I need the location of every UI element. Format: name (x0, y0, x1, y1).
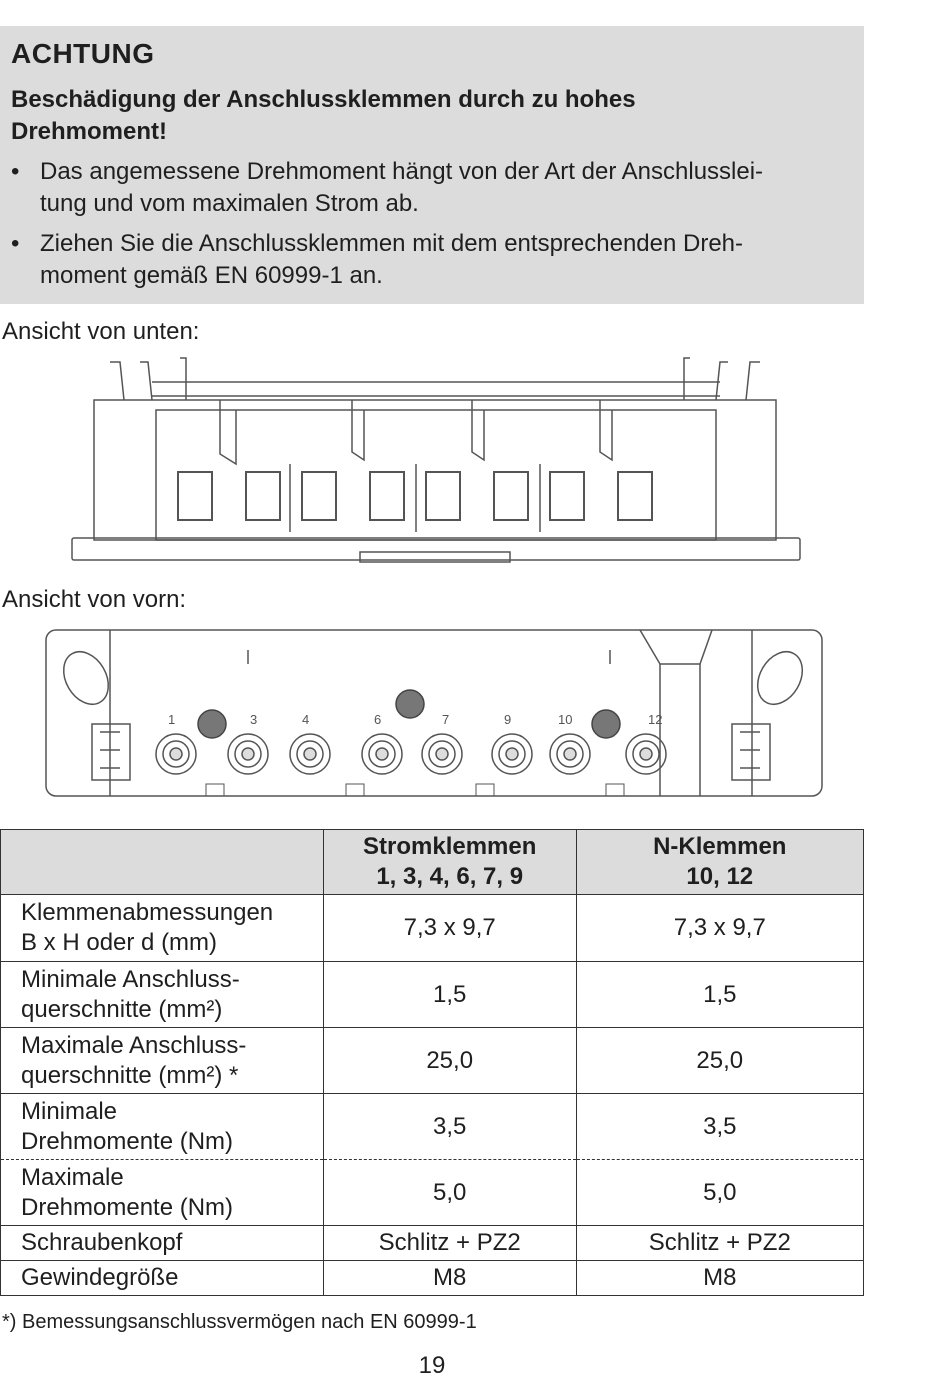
label-line: Drehmomente (Nm) (21, 1193, 234, 1221)
row-label (1, 1160, 324, 1226)
page-number: 19 (418, 1352, 446, 1379)
table-cell: Schlitz + PZ2 (323, 1226, 576, 1261)
row-label (1, 962, 324, 1028)
table-cell: 7,3 x 9,7 (576, 895, 863, 962)
label-line: querschnitte (mm²) (21, 995, 223, 1023)
header-line: Stromklemmen (363, 833, 537, 860)
table-row (1, 1094, 864, 1160)
table-cell: M8 (323, 1261, 576, 1296)
row-label (1, 1094, 324, 1160)
label-line: Minimale Anschluss- (21, 965, 240, 993)
table-cell: 1,5 (323, 962, 576, 1028)
terminal-screw-icon (156, 734, 196, 774)
table-cell: 7,3 x 9,7 (323, 895, 576, 962)
row-label: Gewindegröße (1, 1261, 324, 1296)
footnote: *) Bemessungsanschlussvermögen nach EN 60999-1 (2, 1311, 477, 1333)
table-cell: M8 (576, 1261, 863, 1296)
table-row (1, 895, 864, 962)
table-row (1, 1261, 864, 1296)
label-line: B x H oder d (mm) (21, 929, 218, 956)
row-label (1, 1028, 324, 1094)
table-header-cell (576, 830, 863, 895)
terminal-screw-icon (626, 734, 666, 774)
table-cell: 5,0 (323, 1160, 576, 1226)
clip-tab (476, 784, 494, 796)
label-line: Maximale Anschluss- (21, 1031, 247, 1059)
header-line: N-Klemmen (653, 833, 787, 860)
terminal-label: 7 (442, 712, 450, 727)
table-cell: 3,5 (323, 1094, 576, 1160)
terminal-label: 4 (302, 712, 310, 727)
front-view-caption: Ansicht von vorn: (2, 586, 187, 613)
clip-tab (346, 784, 364, 796)
table-cell: 25,0 (323, 1028, 576, 1094)
clip-tab (606, 784, 624, 796)
label-line: Drehmomente (Nm) (21, 1127, 234, 1155)
table-cell: 25,0 (576, 1028, 863, 1094)
bullet-text-line: Ziehen Sie die Anschlussklemmen mit dem entsprechenden Dreh- (40, 230, 744, 257)
label-line: Maximale (21, 1163, 124, 1191)
terminal-screw-icon (290, 734, 330, 774)
table-cell: 5,0 (576, 1160, 863, 1226)
label-line: Minimale (21, 1097, 118, 1125)
header-line: 1, 3, 4, 6, 7, 9 (376, 863, 524, 890)
bullet-text-line: tung und vom maximalen Strom ab. (40, 190, 419, 217)
table-row (1, 1226, 864, 1261)
label-line: querschnitte (mm²) * (21, 1061, 239, 1089)
terminal-screw-icon (422, 734, 462, 774)
bullet-text-line: Das angemessene Drehmoment hängt von der Art der Anschlusslei- (40, 158, 764, 185)
terminal-label: 12 (648, 712, 663, 727)
table-cell: Schlitz + PZ2 (576, 1226, 863, 1261)
terminal-label: 1 (168, 712, 176, 727)
terminal-screw-icon (228, 734, 268, 774)
label-line: Klemmenabmessungen (21, 899, 274, 926)
table-row (1, 962, 864, 1028)
warning-subtitle: Beschädigung der Anschlussklemmen durch zu hohes Drehmoment! (11, 86, 636, 145)
table-cell: 1,5 (576, 962, 863, 1028)
clip-tab (206, 784, 224, 796)
terminal-label: 9 (504, 712, 512, 727)
bottom-view-drawing (60, 352, 810, 568)
terminal-screw-icon (362, 734, 402, 774)
bullet-text-line: moment gemäß EN 60999-1 an. (40, 262, 383, 289)
table-header-empty (1, 830, 324, 895)
terminal-label: 3 (250, 712, 258, 727)
terminal-screw-icon (492, 734, 532, 774)
terminal-screw-icon (550, 734, 590, 774)
bottom-view-caption: Ansicht von unten: (2, 318, 200, 345)
warning-title: ACHTUNG (11, 38, 155, 69)
table-header-row (1, 830, 864, 895)
terminal-screws (40, 620, 830, 806)
terminal-label: 6 (374, 712, 382, 727)
table-row (1, 1160, 864, 1226)
row-label (1, 895, 324, 962)
row-label: Schraubenkopf (1, 1226, 324, 1261)
table-cell: 3,5 (576, 1094, 863, 1160)
header-line: 10, 12 (686, 863, 754, 890)
bullet-icon: • (11, 230, 20, 257)
table-header-cell (323, 830, 576, 895)
spec-table (0, 829, 864, 1296)
terminal-label: 10 (558, 712, 573, 727)
bullet-icon: • (11, 158, 20, 185)
table-row (1, 1028, 864, 1094)
